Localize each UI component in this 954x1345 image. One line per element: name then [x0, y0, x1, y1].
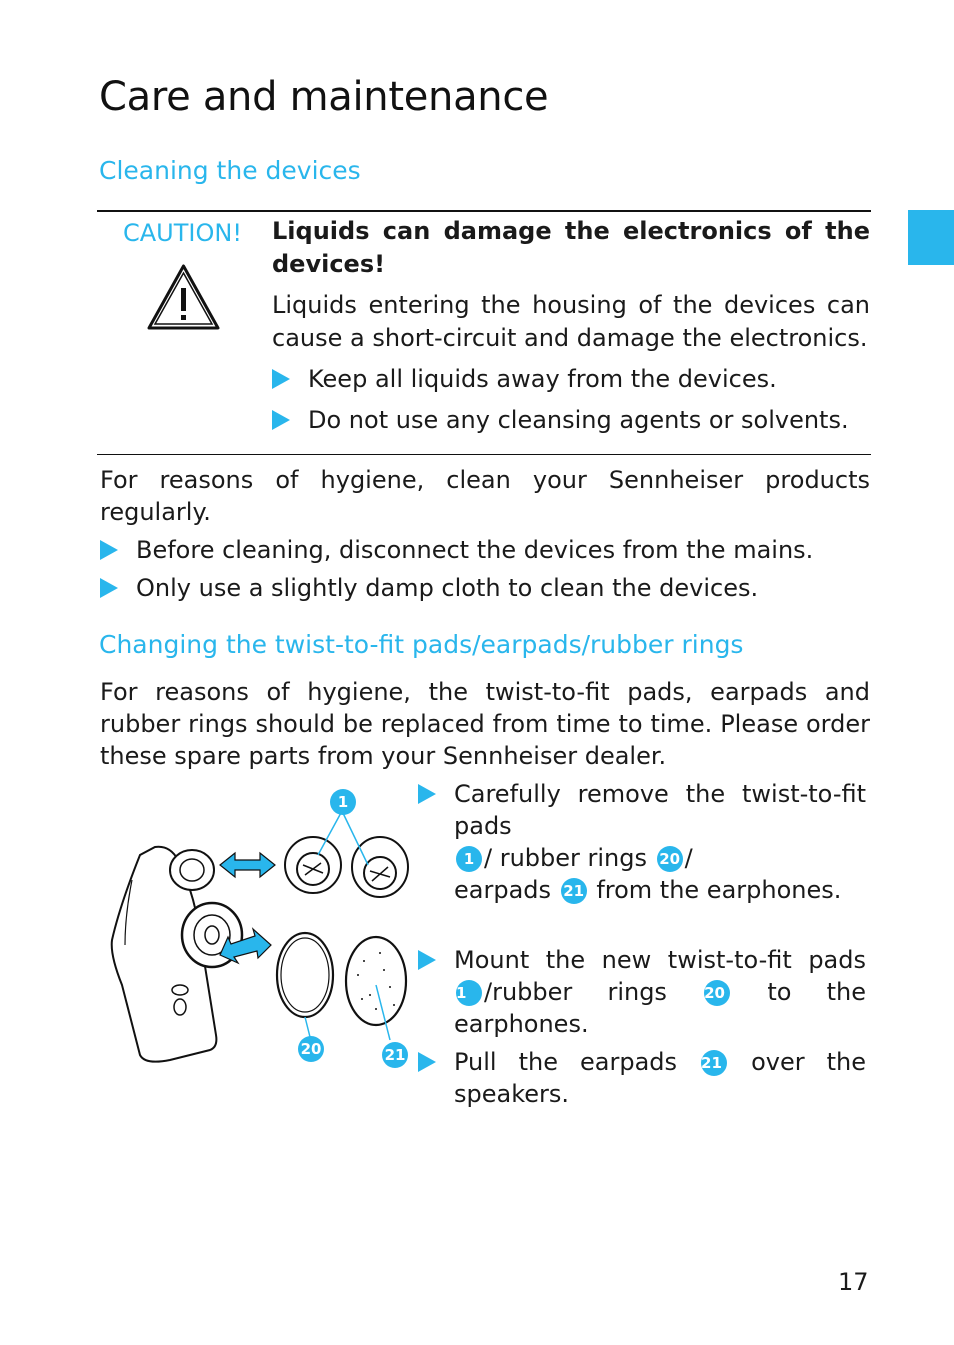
arrow-bullet-icon	[100, 540, 118, 560]
badge-earpads: 21	[561, 878, 587, 904]
caution-bottom-rule	[97, 454, 871, 455]
list-item: Only use a slightly damp cloth to clean the devices.	[100, 572, 870, 604]
badge-rings: 20	[704, 980, 730, 1006]
section-heading-changing-pads: Changing the twist-to-fit pads/earpads/rubber rings	[99, 630, 744, 659]
callout-badge-earpads: 21	[382, 1042, 408, 1068]
page-title: Care and maintenance	[99, 74, 549, 120]
badge-rings: 20	[657, 846, 683, 872]
arrow-bullet-icon	[418, 1052, 436, 1072]
badge-pads: 1	[456, 846, 482, 872]
caution-block	[272, 215, 870, 437]
list-item: Carefully remove the twist-to-fit pads 1 / rubber rings 20 / earpads 21 from the earphones.	[418, 778, 866, 906]
list-item: Pull the earpads 21 over the speakers.	[418, 1046, 866, 1110]
caution-top-rule	[97, 210, 871, 212]
list-item: Mount the new twist-to-fit pads 1 /rubber rings 20 to the earphones.	[418, 944, 866, 1040]
caution-bold-text: Liquids can damage the electronics of the devices!	[272, 217, 870, 278]
arrow-bullet-icon	[272, 410, 290, 430]
arrow-bullet-icon	[418, 784, 436, 804]
section-heading-cleaning: Cleaning the devices	[99, 156, 361, 185]
list-item: Before cleaning, disconnect the devices from the mains.	[100, 534, 870, 566]
callout-badge-rings: 20	[298, 1036, 324, 1062]
cleaning-body	[100, 464, 870, 604]
arrow-bullet-icon	[100, 578, 118, 598]
arrow-bullet-icon	[418, 950, 436, 970]
warning-triangle-icon	[146, 262, 221, 332]
list-item: Do not use any cleansing agents or solvents.	[272, 404, 870, 437]
list-item: Keep all liquids away from the devices.	[272, 363, 870, 396]
cleaning-intro: For reasons of hygiene, clean your Sennheiser products regularly.	[100, 466, 870, 526]
pad-steps	[418, 778, 866, 1110]
caution-body-text: Liquids entering the housing of the devices can cause a short-circuit and damage the electronics.	[272, 291, 870, 352]
caution-label: CAUTION!	[123, 219, 242, 247]
changing-intro: For reasons of hygiene, the twist-to-fit pads, earpads and rubber rings should be replaced from time to time. Please order these spare parts from your Sennheiser dealer.	[100, 678, 870, 770]
chapter-tab	[908, 210, 954, 265]
callout-badge-pads: 1	[330, 789, 356, 815]
earphone-illustration	[100, 785, 420, 1085]
page-number: 17	[838, 1268, 869, 1296]
arrow-bullet-icon	[272, 369, 290, 389]
badge-earpads: 21	[701, 1050, 727, 1076]
badge-pads: 1	[456, 980, 482, 1006]
